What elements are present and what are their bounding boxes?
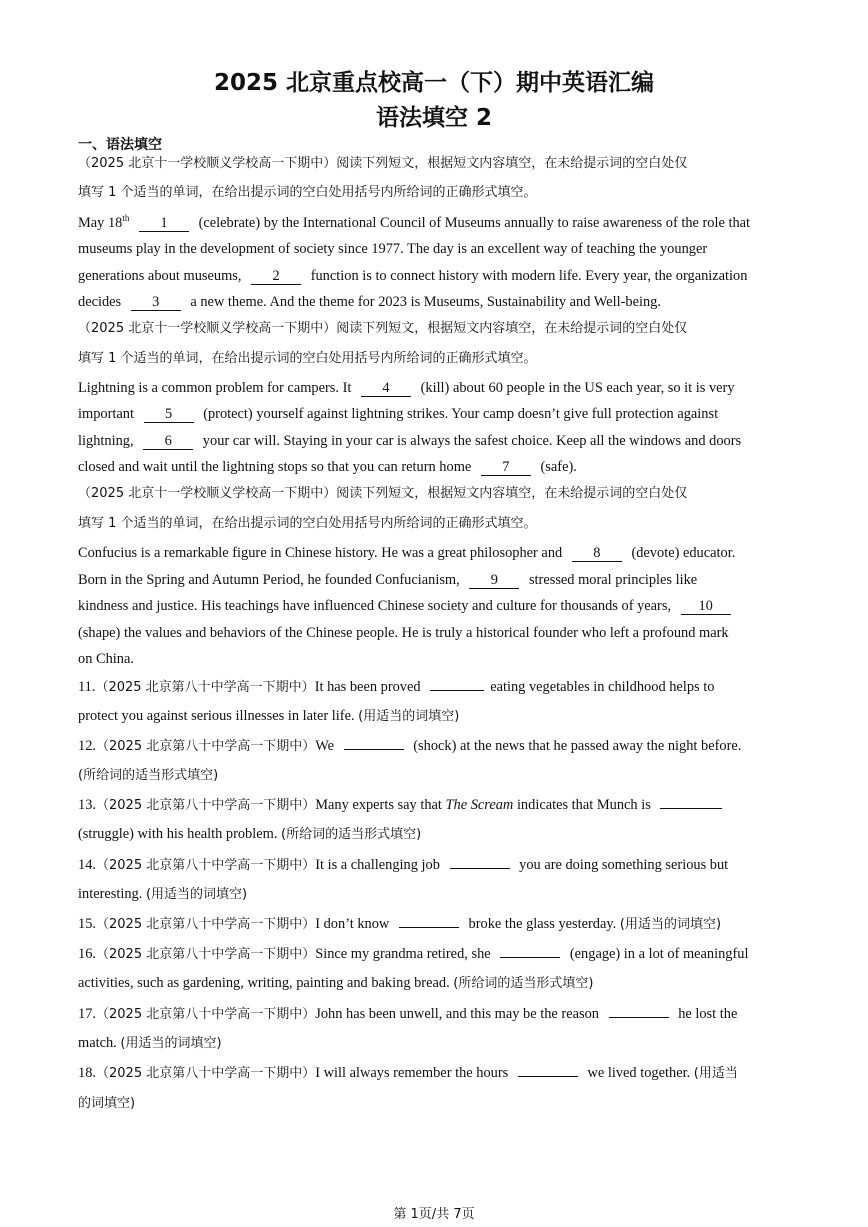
- passage2-line-1: [78, 378, 790, 398]
- question-source: （2025 北京第八十中学高一下期中）: [96, 917, 316, 932]
- page-footer: [0, 1206, 868, 1224]
- text: We: [315, 738, 335, 754]
- question-12-line-2: [78, 765, 790, 785]
- document-title: 2025 北京重点校高一（下）期中英语汇编: [213, 70, 655, 96]
- question-note: (所给词的适当形式填空): [453, 976, 594, 991]
- text: (protect) yourself against lightning strikes. Your camp doesn’t give full protection against: [203, 406, 719, 422]
- text: Many experts say that: [315, 797, 442, 813]
- passage2-line-2: [78, 404, 790, 424]
- question-16-line-1: [78, 944, 790, 964]
- text: indicates that Munch is: [516, 797, 651, 813]
- text: May 18: [78, 215, 123, 231]
- question-18-line-1: [78, 1063, 790, 1083]
- question-12-line-1: [78, 736, 790, 756]
- question-number: 18.: [78, 1065, 96, 1081]
- text: Lightning is a common problem for campers. It: [78, 380, 352, 396]
- question-18-line-2: [78, 1093, 790, 1113]
- question-number: 14.: [78, 857, 96, 873]
- text: lightning,: [78, 433, 134, 449]
- question-16-line-2: [78, 973, 790, 993]
- question-15-line-1: [78, 914, 790, 934]
- text: decides: [78, 294, 122, 310]
- question-source: （2025 北京第八十中学高一下期中）: [95, 680, 315, 695]
- passage1-line-1: [78, 213, 790, 233]
- passage3-instruction-line: 填写 1 个适当的单词，在给出提示词的空白处用括号内所给词的正确形式填空。: [78, 516, 537, 531]
- question-11-line-2: [78, 706, 790, 726]
- passage3-line-5: on China.: [78, 651, 134, 667]
- text: Born in the Spring and Autumn Period, he founded Confucianism,: [78, 572, 460, 588]
- passage3-line-4: (shape) the values and behaviors of the Chinese people. He is truly a historical founder who left a profound mark: [78, 625, 729, 641]
- question-14-line-2: [78, 884, 790, 904]
- question-source: （2025 北京第八十中学高一下期中）: [96, 1007, 316, 1022]
- text: broke the glass yesterday.: [468, 916, 617, 932]
- text: he lost the: [678, 1006, 738, 1022]
- passage2-line-3: [78, 431, 790, 451]
- question-source: （2025 北京第八十中学高一下期中）: [96, 739, 316, 754]
- question-source: （2025 北京第八十中学高一下期中）: [96, 947, 316, 962]
- text: interesting.: [78, 886, 143, 902]
- text: we lived together.: [587, 1065, 691, 1081]
- question-note: (所给词的适当形式填空): [281, 827, 422, 842]
- text: (kill) about 60 people in the US each year, so it is very: [420, 380, 735, 396]
- question-note: 的词填空): [78, 1096, 136, 1111]
- answer-blank-15[interactable]: [399, 927, 459, 928]
- blank-6[interactable]: 6: [143, 433, 193, 450]
- question-13-line-2: [78, 824, 790, 844]
- blank-9[interactable]: 9: [469, 572, 519, 589]
- text: match.: [78, 1035, 117, 1051]
- document-subtitle: 语法填空 2: [375, 105, 492, 131]
- question-note: (所给词的适当形式填空): [78, 768, 219, 783]
- question-13-line-1: [78, 795, 790, 815]
- text: I will always remember the hours: [315, 1065, 509, 1081]
- question-note: (用适当的词填空): [145, 887, 248, 902]
- passage3-line-2: [78, 570, 790, 590]
- question-number: 17.: [78, 1006, 96, 1022]
- passage1-line-2: museums play in the development of society since 1977. The day is an excellent way of teaching the younger: [78, 241, 708, 257]
- superscript: th: [122, 213, 130, 224]
- blank-3[interactable]: 3: [131, 294, 181, 311]
- text: eating vegetables in childhood helps to: [490, 679, 715, 695]
- blank-5[interactable]: 5: [144, 406, 194, 423]
- answer-blank-14[interactable]: [450, 868, 510, 869]
- question-number: 12.: [78, 738, 96, 754]
- question-number: 13.: [78, 797, 96, 813]
- passage2-instruction-line: 填写 1 个适当的单词，在给出提示词的空白处用括号内所给词的正确形式填空。: [78, 351, 537, 366]
- text: your car will. Staying in your car is always the safest choice. Keep all the windows and doors: [202, 433, 742, 449]
- answer-blank-11[interactable]: [430, 690, 484, 691]
- question-source: （2025 北京第八十中学高一下期中）: [96, 798, 316, 813]
- italic-title: The Scream: [445, 797, 514, 813]
- answer-blank-17[interactable]: [609, 1017, 669, 1018]
- page-number: 第 1页/共 7页: [393, 1207, 475, 1222]
- passage1-line-3: [78, 266, 790, 286]
- blank-4[interactable]: 4: [361, 380, 411, 397]
- text: Confucius is a remarkable figure in Chinese history. He was a great philosopher and: [78, 545, 563, 561]
- text: important: [78, 406, 134, 422]
- passage1-instruction-line: 填写 1 个适当的单词，在给出提示词的空白处用括号内所给词的正确形式填空。: [78, 185, 537, 200]
- question-source: （2025 北京第八十中学高一下期中）: [96, 858, 316, 873]
- blank-7[interactable]: 7: [481, 459, 531, 476]
- blank-1[interactable]: 1: [139, 215, 189, 232]
- text: closed and wait until the lightning stops so that you can return home: [78, 459, 472, 475]
- passage2-source-line: （2025 北京十一学校顺义学校高一下期中）阅读下列短文，根据短文内容填空，在未给提示词的空白处仅: [78, 321, 688, 336]
- text: (celebrate) by the International Council of Museums annually to raise awareness of the role that: [198, 215, 751, 231]
- text: protect you against serious illnesses in later life.: [78, 708, 355, 724]
- answer-blank-16[interactable]: [500, 957, 560, 958]
- text: Since my grandma retired, she: [315, 946, 491, 962]
- text: a new theme. And the theme for 2023 is Museums, Sustainability and Well-being.: [190, 294, 661, 310]
- text: It is a challenging job: [315, 857, 440, 873]
- text: function is to connect history with modern life. Every year, the organization: [310, 268, 748, 284]
- blank-10[interactable]: 10: [681, 598, 731, 615]
- text: (engage) in a lot of meaningful: [569, 946, 749, 962]
- blank-8[interactable]: 8: [572, 545, 622, 562]
- question-note: (用适当的词填空): [358, 709, 460, 724]
- question-number: 11.: [78, 679, 96, 695]
- text: stressed moral principles like: [528, 572, 698, 588]
- question-17-line-2: [78, 1033, 790, 1053]
- text: It has been proved: [314, 679, 421, 695]
- text: generations about museums,: [78, 268, 242, 284]
- text: kindness and justice. His teachings have influenced Chinese society and culture for thousands of years,: [78, 598, 672, 614]
- passage1-source-line: （2025 北京十一学校顺义学校高一下期中）阅读下列短文，根据短文内容填空，在未给提示词的空白处仅: [78, 156, 688, 171]
- answer-blank-13[interactable]: [660, 808, 722, 809]
- text: (shock) at the news that he passed away the night before.: [413, 738, 742, 754]
- question-note: (用适当的词填空): [120, 1036, 222, 1051]
- question-number: 15.: [78, 916, 96, 932]
- question-number: 16.: [78, 946, 96, 962]
- answer-blank-12[interactable]: [344, 749, 404, 750]
- question-17-line-1: [78, 1004, 790, 1024]
- text: I don’t know: [315, 916, 390, 932]
- text: (struggle) with his health problem.: [78, 826, 278, 842]
- passage3-line-1: [78, 543, 790, 563]
- question-note: (用适当: [693, 1066, 738, 1081]
- question-source: （2025 北京第八十中学高一下期中）: [96, 1066, 316, 1081]
- text: John has been unwell, and this may be the reason: [315, 1006, 599, 1022]
- section-heading: 一、语法填空: [78, 137, 162, 153]
- text: (safe).: [540, 459, 577, 475]
- passage1-line-4: [78, 292, 790, 312]
- passage3-line-3: [78, 596, 790, 616]
- passage2-line-4: [78, 457, 790, 477]
- answer-blank-18[interactable]: [518, 1076, 578, 1077]
- text: you are doing something serious but: [519, 857, 729, 873]
- text: (devote) educator.: [631, 545, 736, 561]
- question-14-line-1: [78, 855, 790, 875]
- text: activities, such as gardening, writing, painting and baking bread.: [78, 975, 450, 991]
- question-note: (用适当的词填空): [619, 917, 722, 932]
- blank-2[interactable]: 2: [251, 268, 301, 285]
- passage3-source-line: （2025 北京十一学校顺义学校高一下期中）阅读下列短文，根据短文内容填空，在未给提示词的空白处仅: [78, 486, 688, 501]
- question-11-line-1: [78, 677, 790, 697]
